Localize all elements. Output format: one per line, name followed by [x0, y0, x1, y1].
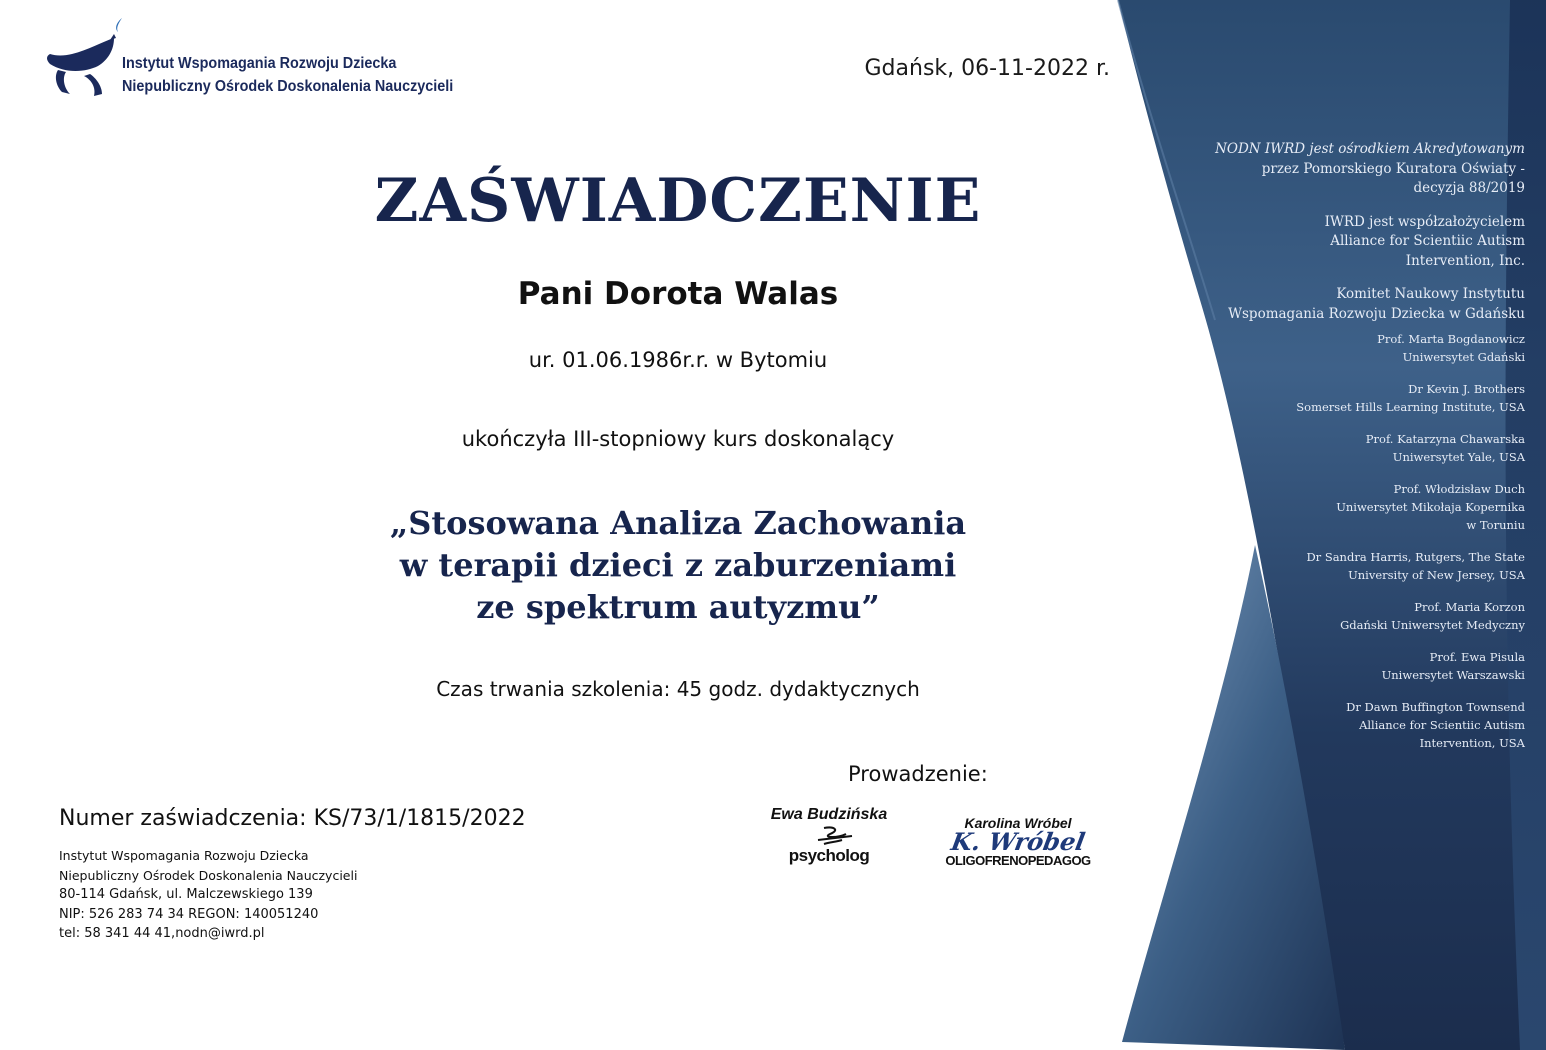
recipient-name: Pani Dorota Walas [517, 276, 839, 312]
sidebar-accreditation-list [1165, 140, 1525, 766]
sidebar-line: NODN IWRD jest ośrodkiem Akredytowanym [1215, 141, 1525, 157]
sidebar-line: Alliance for Scientiic Autism [1359, 718, 1525, 732]
sidebar-line: Uniwersytet Mikołaja Kopernika [1336, 500, 1525, 514]
sidebar-member [1165, 648, 1525, 684]
sidebar-member [1165, 598, 1525, 634]
organization-name [122, 52, 453, 98]
signature-handwritten: K. Wróbel [948, 827, 1088, 856]
course-duration: Czas trwania szkolenia: 45 godz. dydaktycznych [436, 677, 920, 701]
sidebar-line: przez Pomorskiego Kuratora Oświaty - [1261, 160, 1525, 177]
footer-line: Niepubliczny Ośrodek Doskonalenia Nauczycieli [59, 867, 358, 883]
sidebar-block [1165, 140, 1525, 199]
sidebar-line: Dr Sandra Harris, Rutgers, The State [1306, 550, 1525, 564]
sidebar-member [1165, 380, 1525, 416]
certificate-number: Numer zaświadczenia: KS/73/1/1815/2022 [59, 806, 526, 831]
footer-line: 80-114 Gdańsk, ul. Malczewskiego 139 [59, 887, 313, 902]
sidebar-member [1165, 330, 1525, 366]
org-line-2: Niepubliczny Ośrodek Doskonalenia Nauczycieli [122, 78, 454, 95]
sidebar-line: Prof. Marta Bogdanowicz [1377, 332, 1525, 346]
sidebar-line: Prof. Katarzyna Chawarska [1365, 432, 1525, 446]
issue-date: Gdańsk, 06-11-2022 r. [864, 56, 1110, 81]
signer-wrobel [928, 815, 1108, 868]
sidebar-line: decyzja 88/2019 [1413, 180, 1525, 196]
sidebar-line: Wspomagania Rozwoju Dziecka w Gdańsku [1228, 305, 1525, 322]
certificate-title: ZAŚWIADCZENIE [374, 166, 982, 236]
footer-line: NIP: 526 283 74 34 REGON: 140051240 [59, 906, 319, 922]
sidebar-member [1165, 548, 1525, 584]
course-title-line: w terapii dzieci z zaburzeniami [399, 546, 957, 584]
sidebar-member [1165, 698, 1525, 752]
leaders-label: Prowadzenie: [848, 762, 988, 786]
org-line-1: Instytut Wspomagania Rozwoju Dziecka [122, 55, 397, 72]
sidebar-member [1165, 430, 1525, 466]
sidebar-block [1165, 213, 1525, 272]
sidebar-line: University of New Jersey, USA [1348, 568, 1525, 582]
footer-address [59, 846, 357, 944]
signer-role: OLIGOFRENOPEDAGOG [945, 853, 1091, 868]
sidebar-line: Uniwersytet Warszawski [1381, 668, 1525, 682]
sidebar-line: Intervention, Inc. [1405, 252, 1525, 269]
sidebar-line: Uniwersytet Yale, USA [1392, 450, 1525, 464]
sidebar-line: Prof. Ewa Pisula [1429, 650, 1525, 664]
sidebar-line: Prof. Maria Korzon [1414, 600, 1525, 614]
sidebar-line: Gdański Uniwersytet Medyczny [1340, 618, 1525, 632]
signer-name: Ewa Budzińska [770, 806, 888, 823]
course-title [0, 502, 1356, 628]
sidebar-line: Alliance for Scientiic Autism [1330, 233, 1525, 249]
institute-logo-icon [44, 16, 124, 100]
footer-line: tel: 58 341 44 41,nodn@iwrd.pl [59, 926, 265, 941]
course-title-line: ze spektrum autyzmu” [476, 588, 880, 626]
sidebar-line: w Toruniu [1466, 518, 1525, 532]
completion-statement: ukończyła III-stopniowy kurs doskonalący [461, 427, 895, 451]
course-title-line: „Stosowana Analiza Zachowania [389, 504, 967, 542]
sidebar-line: Dr Kevin J. Brothers [1408, 382, 1525, 396]
footer-line: Instytut Wspomagania Rozwoju Dziecka [59, 848, 309, 863]
sidebar-line: Somerset Hills Learning Institute, USA [1296, 400, 1525, 414]
birth-info: ur. 01.06.1986r.r. w Bytomiu [528, 348, 828, 372]
sidebar-line: IWRD jest współzałożycielem [1324, 213, 1525, 230]
sidebar-member [1165, 480, 1525, 534]
signer-name: Karolina Wróbel [964, 815, 1072, 831]
sidebar-line: Komitet Naukowy Instytutu [1336, 286, 1525, 302]
sidebar-block [1165, 285, 1525, 324]
signer-role: psycholog [788, 846, 870, 865]
sidebar-line: Dr Dawn Buffington Townsend [1346, 700, 1525, 714]
signer-budzinska [754, 806, 904, 866]
sidebar-line: Uniwersytet Gdański [1402, 350, 1525, 364]
signature-scribble [794, 824, 864, 846]
sidebar-line: Prof. Włodzisław Duch [1393, 482, 1525, 496]
sidebar-line: Intervention, USA [1419, 736, 1525, 750]
